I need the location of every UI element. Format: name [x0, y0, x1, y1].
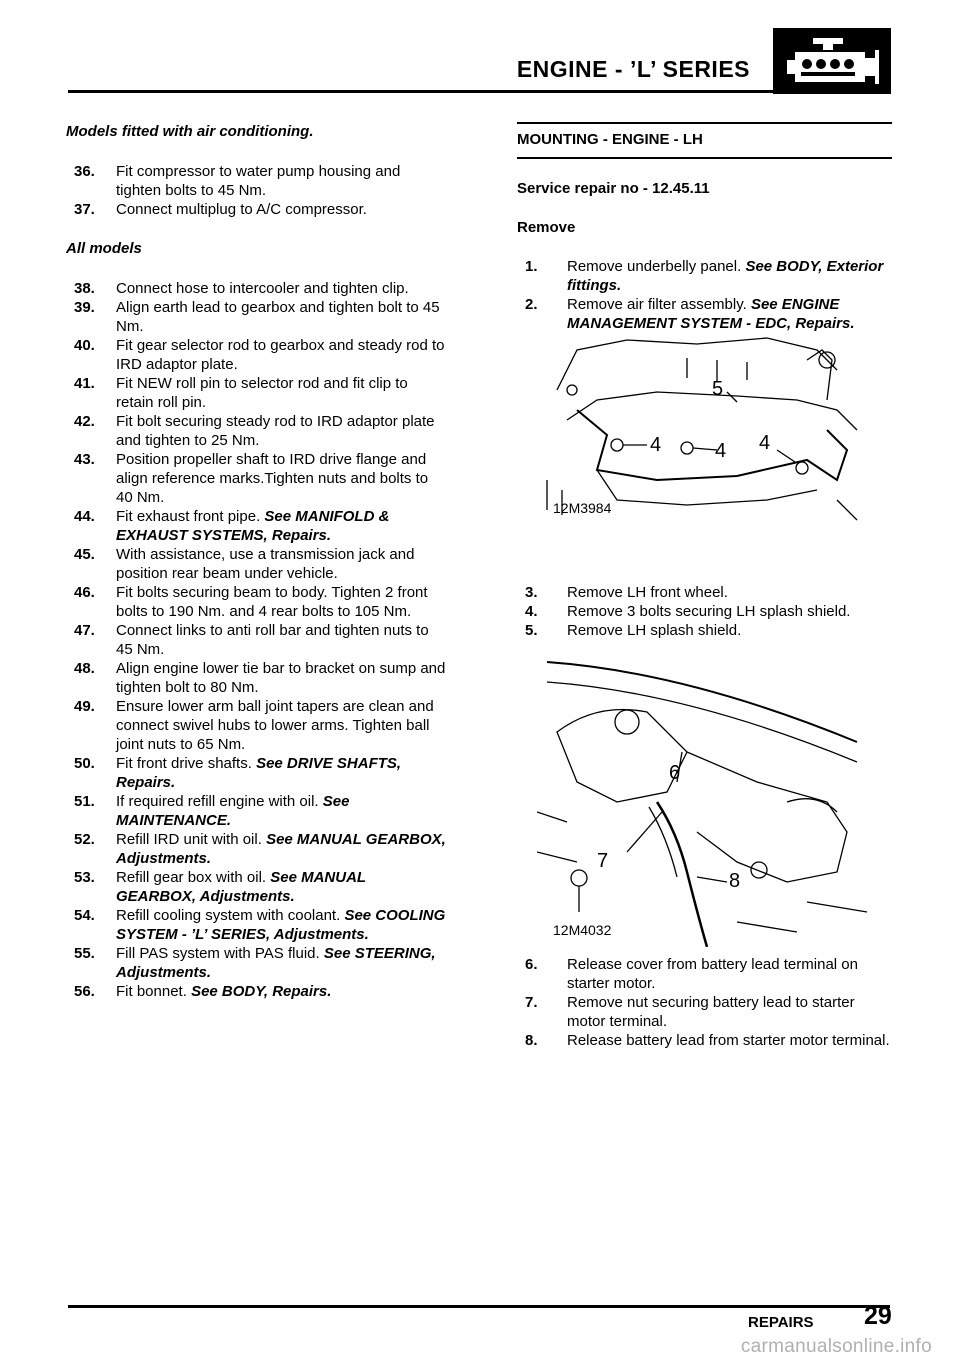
step-item — [74, 200, 446, 219]
step-item — [74, 298, 446, 336]
figure-splash-shield — [537, 330, 872, 525]
step-body: Fit exhaust front pipe. — [116, 508, 261, 525]
step-item — [74, 621, 446, 659]
step-text — [116, 507, 446, 545]
step-item — [74, 450, 446, 507]
step-text — [116, 279, 446, 298]
step-body: If required refill engine with oil. — [116, 793, 319, 810]
step-number: 51. — [74, 793, 95, 810]
engine-icon — [773, 28, 891, 94]
section-title: MOUNTING - ENGINE - LH — [517, 131, 703, 148]
step-body: Fit compressor to water pump housing and tighten bolts to 45 Nm. — [116, 163, 401, 199]
cross-reference: See COOLING SYSTEM - ’L’ SERIES, Adjustments. — [116, 907, 446, 943]
callout-label: 5 — [712, 378, 724, 400]
step-number: 6. — [525, 956, 538, 973]
cross-reference: See MANIFOLD & EXHAUST SYSTEMS, Repairs. — [116, 508, 390, 544]
step-number: 1. — [525, 258, 538, 275]
step-body: Connect links to anti roll bar and tighten nuts to 45 Nm. — [116, 622, 429, 658]
step-body: Align earth lead to gearbox and tighten bolt to 45 Nm. — [116, 299, 440, 335]
step-text — [116, 336, 446, 374]
cross-reference: See BODY, Exterior fittings. — [567, 258, 884, 294]
step-number: 3. — [525, 584, 538, 601]
service-repair-number: Service repair no - 12.45.11 — [517, 180, 710, 197]
step-body: Remove LH front wheel. — [567, 584, 728, 601]
step-item — [74, 162, 446, 200]
step-text — [116, 583, 446, 621]
step-text — [116, 298, 446, 336]
cross-reference: See MANUAL GEARBOX, Adjustments. — [116, 831, 446, 867]
figure-starter-motor — [537, 632, 872, 947]
footer-section-label: REPAIRS — [748, 1314, 814, 1331]
step-number: 44. — [74, 508, 95, 525]
step-text — [116, 754, 446, 792]
step-item — [525, 993, 892, 1031]
step-item — [525, 1031, 892, 1050]
step-item — [74, 374, 446, 412]
footer-rule — [68, 1305, 890, 1308]
step-number: 38. — [74, 280, 95, 297]
figure-code: 12M4032 — [553, 922, 612, 938]
step-body: Fit bolts securing beam to body. Tighten 2 front bolts to 190 Nm. and 4 rear bolts to 105 Nm. — [116, 584, 428, 620]
step-number: 49. — [74, 698, 95, 715]
step-text — [116, 621, 446, 659]
step-number: 56. — [74, 983, 95, 1000]
step-body: Remove LH splash shield. — [567, 622, 742, 639]
step-text — [567, 955, 892, 993]
step-body: Fit bonnet. — [116, 983, 187, 1000]
step-number: 5. — [525, 622, 538, 639]
step-item — [74, 830, 446, 868]
callout-label: 4 — [715, 440, 727, 462]
step-item — [74, 754, 446, 792]
cross-reference: See STEERING, Adjustments. — [116, 945, 436, 981]
step-number: 40. — [74, 337, 95, 354]
left-column — [66, 122, 446, 1001]
step-text — [116, 982, 446, 1001]
step-number: 37. — [74, 201, 95, 218]
step-text — [116, 374, 446, 412]
step-text — [116, 659, 446, 697]
step-text — [567, 257, 892, 295]
step-number: 41. — [74, 375, 95, 392]
step-text — [116, 412, 446, 450]
step-item — [74, 792, 446, 830]
step-item — [525, 295, 892, 333]
step-number: 48. — [74, 660, 95, 677]
step-number: 36. — [74, 163, 95, 180]
step-number: 43. — [74, 451, 95, 468]
step-text — [116, 830, 446, 868]
step-number: 42. — [74, 413, 95, 430]
step-body: Remove nut securing battery lead to starter motor terminal. — [567, 994, 855, 1030]
step-text — [116, 697, 446, 754]
cross-reference: See ENGINE MANAGEMENT SYSTEM - EDC, Repairs. — [567, 296, 855, 332]
step-text — [567, 295, 892, 333]
step-item — [74, 583, 446, 621]
step-item — [74, 507, 446, 545]
step-body: Fit NEW roll pin to selector rod and fit clip to retain roll pin. — [116, 375, 408, 411]
step-item — [74, 697, 446, 754]
section-rule — [517, 122, 892, 124]
step-body: Refill gear box with oil. — [116, 869, 267, 886]
figure-code: 12M3984 — [553, 500, 612, 516]
step-number: 52. — [74, 831, 95, 848]
step-number: 53. — [74, 869, 95, 886]
remove-heading: Remove — [517, 219, 576, 236]
step-text — [567, 1031, 892, 1050]
step-body: Connect hose to intercooler and tighten clip. — [116, 280, 409, 297]
step-text — [116, 545, 446, 583]
heading-all-models: All models — [66, 240, 142, 257]
step-number: 8. — [525, 1032, 538, 1049]
step-item — [74, 336, 446, 374]
step-body: Release cover from battery lead terminal on starter motor. — [567, 956, 858, 992]
step-body: Remove air filter assembly. — [567, 296, 747, 313]
callout-label: 7 — [597, 850, 609, 872]
step-body: Refill cooling system with coolant. — [116, 907, 341, 924]
step-number: 50. — [74, 755, 95, 772]
callout-label: 8 — [729, 870, 741, 892]
step-item — [74, 279, 446, 298]
step-body: Connect multiplug to A/C compressor. — [116, 201, 367, 218]
step-item — [74, 659, 446, 697]
step-body: Position propeller shaft to IRD drive flange and align reference marks.Tighten nuts and bolts to 40 Nm. — [116, 451, 429, 506]
step-number: 39. — [74, 299, 95, 316]
cross-reference: See BODY, Repairs. — [191, 983, 332, 1000]
step-item — [525, 583, 892, 602]
step-number: 45. — [74, 546, 95, 563]
step-text — [116, 200, 446, 219]
step-body: Remove underbelly panel. — [567, 258, 742, 275]
step-body: Align engine lower tie bar to bracket on sump and tighten bolt to 80 Nm. — [116, 660, 446, 696]
cross-reference: See MAINTENANCE. — [116, 793, 350, 829]
step-body: Fit bolt securing steady rod to IRD adaptor plate and tighten to 25 Nm. — [116, 413, 435, 449]
step-text — [567, 583, 892, 602]
step-body: With assistance, use a transmission jack and position rear beam under vehicle. — [116, 546, 415, 582]
cross-reference: See MANUAL GEARBOX, Adjustments. — [116, 869, 366, 905]
step-item — [74, 545, 446, 583]
step-text — [116, 944, 446, 982]
step-item — [525, 602, 892, 621]
step-number: 54. — [74, 907, 95, 924]
step-number: 7. — [525, 994, 538, 1011]
callout-label: 4 — [650, 434, 662, 456]
step-item — [525, 257, 892, 295]
step-body: Remove 3 bolts securing LH splash shield. — [567, 603, 851, 620]
step-item — [525, 955, 892, 993]
step-text — [567, 993, 892, 1031]
step-number: 2. — [525, 296, 538, 313]
callout-label: 6 — [669, 762, 681, 784]
step-text — [116, 868, 446, 906]
step-body: Ensure lower arm ball joint tapers are clean and connect swivel hubs to lower arms. Tighten ball joint nuts to 65 Nm. — [116, 698, 434, 753]
step-text — [116, 792, 446, 830]
step-number: 55. — [74, 945, 95, 962]
step-body: Release battery lead from starter motor terminal. — [567, 1032, 890, 1049]
step-text — [116, 450, 446, 507]
step-body: Refill IRD unit with oil. — [116, 831, 262, 848]
step-number: 46. — [74, 584, 95, 601]
step-text — [116, 906, 446, 944]
callout-label: 4 — [759, 432, 771, 454]
step-item — [74, 982, 446, 1001]
heading-air-conditioning: Models fitted with air conditioning. — [66, 123, 314, 140]
step-body: Fit front drive shafts. — [116, 755, 252, 772]
step-item — [74, 868, 446, 906]
page-number: 29 — [864, 1302, 892, 1330]
page-title: ENGINE - ’L’ SERIES — [516, 56, 750, 82]
step-number: 4. — [525, 603, 538, 620]
cross-reference: See DRIVE SHAFTS, Repairs. — [116, 755, 402, 791]
step-item — [74, 906, 446, 944]
step-body: Fill PAS system with PAS fluid. — [116, 945, 320, 962]
step-number: 47. — [74, 622, 95, 639]
step-text — [567, 602, 892, 621]
header-rule — [68, 90, 773, 93]
step-item — [74, 944, 446, 982]
step-body: Fit gear selector rod to gearbox and steady rod to IRD adaptor plate. — [116, 337, 445, 373]
step-text — [116, 162, 446, 200]
watermark: carmanualsonline.info — [740, 1336, 932, 1357]
step-item — [74, 412, 446, 450]
